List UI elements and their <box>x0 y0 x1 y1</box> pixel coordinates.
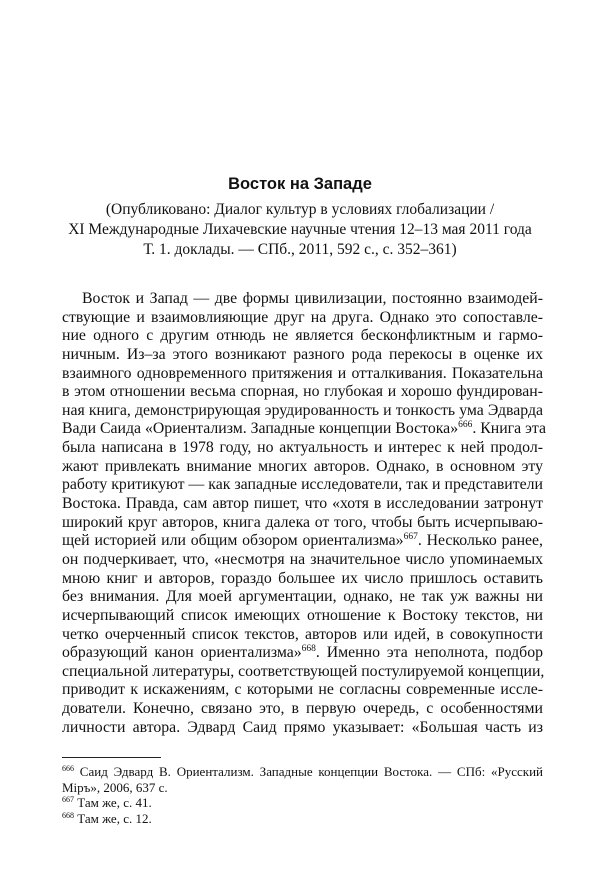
body-line <box>62 402 543 421</box>
text-segment: . Именно эта неполнота, подбор <box>315 644 543 662</box>
text-segment: Вади Саида «Ориентализм. Западные концепции Востока» <box>62 420 459 438</box>
text-segment: жают привлекать внимание многих авторов. Однако, в основном эту <box>62 457 543 475</box>
footnote-line <box>62 795 543 811</box>
text-segment: Міръ», 2006, 637 с. <box>62 779 168 795</box>
body-line <box>62 588 543 607</box>
text-segment: четко очерченный список текстов, авторов или идей, в совокупности <box>62 625 543 643</box>
body-line <box>62 663 543 682</box>
body-text <box>62 290 547 737</box>
text-segment: исчерпывающий список имеющих отношение к Востоку текстов, ни <box>62 606 543 624</box>
text-segment: щей историей или общим обзором ориентализма» <box>62 532 404 550</box>
text-segment: он подчеркивает, что, «несмотря на значительное число упоминаемых <box>62 550 543 568</box>
footnote-ref: 666 <box>458 420 473 431</box>
body-line <box>62 570 543 589</box>
body-line <box>62 719 543 738</box>
body-line <box>62 681 543 700</box>
footnote-line <box>62 811 543 827</box>
text-segment: в этом отношении весьма спорная, но глубокая и хорошо фундирован- <box>62 383 543 401</box>
footnote-ref: 666 <box>62 764 74 773</box>
text-segment: . Книга эта <box>472 420 547 438</box>
text-segment: Саид Эдвард В. Ориентализм. Западные концепции Востока. — СПб: «Русский <box>74 764 543 779</box>
body-line <box>62 514 543 533</box>
text-segment: была написана в 1978 году, но актуальность и интерес к ней продол- <box>62 439 543 457</box>
text-segment: приводит к искажениям, с которыми не согласны современные иссле- <box>62 681 543 699</box>
publication-note-line-3: Т. 1. доклады. — СПб., 2011, 592 с., с. 352–361) <box>143 241 457 258</box>
body-line <box>62 309 543 328</box>
text-segment: личности автора. Эдвард Саид прямо указывает: «Большая часть из <box>62 718 543 736</box>
footnote-divider <box>62 757 161 758</box>
text-segment: взаимного одновременного притяжения и отталкивания. Показательна <box>62 364 543 382</box>
text-segment: дователи. Конечно, связано это, в первую очередь, с особенностями <box>62 700 543 718</box>
body-line <box>62 532 543 551</box>
body-line <box>62 346 543 365</box>
text-segment: образующий канон ориентализма» <box>62 644 302 662</box>
text-segment: Там же, с. 12. <box>74 810 152 826</box>
footnote-ref: 668 <box>301 644 316 655</box>
footnote-ref: 667 <box>62 795 74 804</box>
publication-note-line-1: (Опубликовано: Диалог культур в условиях глобализации / <box>105 201 495 218</box>
body-line <box>62 607 543 626</box>
footnotes <box>62 764 543 826</box>
text-segment: ничным. Из–за этого возникают разного рода перекосы в оценке их <box>62 345 543 363</box>
footnote-line <box>62 764 543 780</box>
text-segment: работу критикуют — как западные исследователи, так и представители <box>62 476 543 494</box>
body-line <box>62 420 547 439</box>
body-line <box>62 626 543 645</box>
footnote-line <box>62 780 543 796</box>
text-segment: мною книг и авторов, гораздо большее их число пришлось оставить <box>62 569 543 587</box>
body-line <box>62 551 543 570</box>
body-line <box>62 365 543 384</box>
footnote-ref: 667 <box>403 532 418 543</box>
body-line <box>62 458 543 477</box>
footnote-ref: 668 <box>62 810 74 820</box>
text-segment: Востока. Правда, сам автор пишет, что «хотя в исследовании затронут <box>62 495 543 513</box>
text-segment: ние одного с другим отнюдь не является бесконфликтным и гармо- <box>62 327 543 345</box>
text-segment: специальной литературы, соответствующей постулируемой концепции, <box>62 662 545 680</box>
body-line <box>62 700 543 719</box>
text-segment: без внимания. Для моей аргументации, однако, не так уж важны ни <box>62 588 543 606</box>
text-segment: Там же, с. 41. <box>74 795 152 810</box>
body-line <box>62 644 543 663</box>
publication-note-line-2: XI Международные Лихачевские научные чтения 12–13 мая 2011 года <box>68 221 532 238</box>
text-segment: ная книга, демонстрирующая эрудированность и тонкость ума Эдварда <box>62 401 543 419</box>
body-line <box>62 327 543 346</box>
body-line <box>62 476 543 495</box>
body-line <box>62 383 543 402</box>
text-segment: ствующие и взаимовлияющие друг на друга. Однако это сопоставле- <box>62 308 543 326</box>
text-segment: . Несколько ранее, <box>417 532 543 550</box>
body-line <box>62 290 543 309</box>
body-line <box>62 495 543 514</box>
body-line <box>62 439 543 458</box>
text-segment: широкий круг авторов, книга далека от того, чтобы быть исчерпываю- <box>62 513 543 531</box>
article-title: Восток на Западе <box>228 175 372 193</box>
text-segment: Восток и Запад — две формы цивилизации, постоянно взаимодей- <box>82 290 543 307</box>
